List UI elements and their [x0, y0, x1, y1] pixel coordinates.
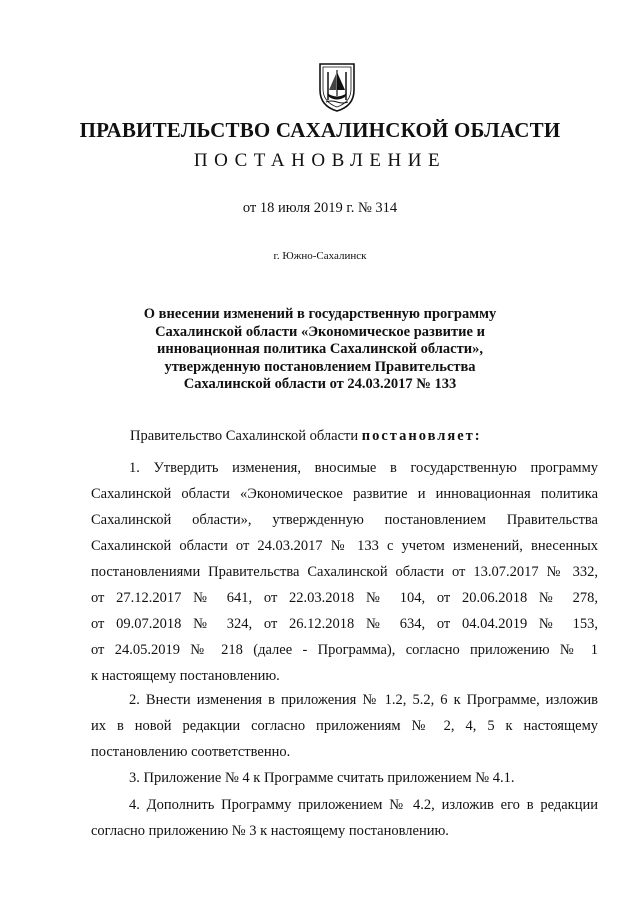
title-line: О внесении изменений в государственную программу [143, 306, 497, 322]
paragraph-1-line: от 27.12.2017 № 641, от 22.03.2018 № 104, от 20.06.2018 № 278, [91, 590, 598, 606]
document-title [90, 306, 550, 394]
title-line: Сахалинской области от 24.03.2017 № 133 [183, 376, 457, 392]
title-line: инновационная политика Сахалинской области», [157, 341, 483, 357]
paragraph-1-line: 1. Утвердить изменения, вносимые в государственную программу [129, 460, 598, 476]
paragraph-1-line: Сахалинской области от 24.03.2017 № 133 с учетом изменений, внесенных [91, 538, 598, 554]
paragraph-2-line: постановлению соответственно. [91, 744, 291, 760]
title-line: Сахалинской области «Экономическое развитие и [155, 323, 485, 340]
paragraph-2-line: 2. Внести изменения в приложения № 1.2, 5.2, 6 к Программе, изложив [129, 692, 598, 708]
intro-emphasis: постановляет: [361, 428, 482, 444]
document-type: ПОСТАНОВЛЕНИЕ [193, 150, 447, 171]
resolution-intro [130, 428, 482, 445]
paragraph-2-line: их в новой редакции согласно приложениям № 2, 4, 5 к настоящему [91, 718, 598, 734]
paragraph-1-line: Сахалинской области «Экономическое развитие и инновационная политика [91, 486, 598, 502]
title-line: утвержденную постановлением Правительства [164, 358, 476, 375]
coat-of-arms-icon [318, 60, 356, 112]
paragraph-1-line: от 09.07.2018 № 324, от 26.12.2018 № 634, от 04.04.2019 № 153, [91, 616, 598, 632]
city-name: г. Южно-Сахалинск [273, 250, 367, 262]
paragraph-1-line: постановлениями Правительства Сахалинской области от 13.07.2017 № 332, [91, 564, 598, 580]
paragraph-1-line: Сахалинской области», утвержденную постановлением Правительства [91, 512, 598, 528]
paragraph-3-line: 3. Приложение № 4 к Программе считать приложением № 4.1. [129, 770, 515, 786]
organization-name: ПРАВИТЕЛЬСТВО САХАЛИНСКОЙ ОБЛАСТИ [79, 118, 561, 142]
paragraph-4-line: согласно приложению № 3 к настоящему постановлению. [91, 823, 449, 839]
paragraph-4-line: 4. Дополнить Программу приложением № 4.2, изложив его в редакции [129, 797, 598, 813]
intro-text: Правительство Сахалинской области [130, 428, 362, 444]
paragraph-1-line: от 24.05.2019 № 218 (далее - Программа), согласно приложению № 1 [91, 642, 598, 658]
paragraph-1-line: к настоящему постановлению. [91, 668, 280, 684]
date-and-number: от 18 июля 2019 г. № 314 [242, 200, 398, 216]
